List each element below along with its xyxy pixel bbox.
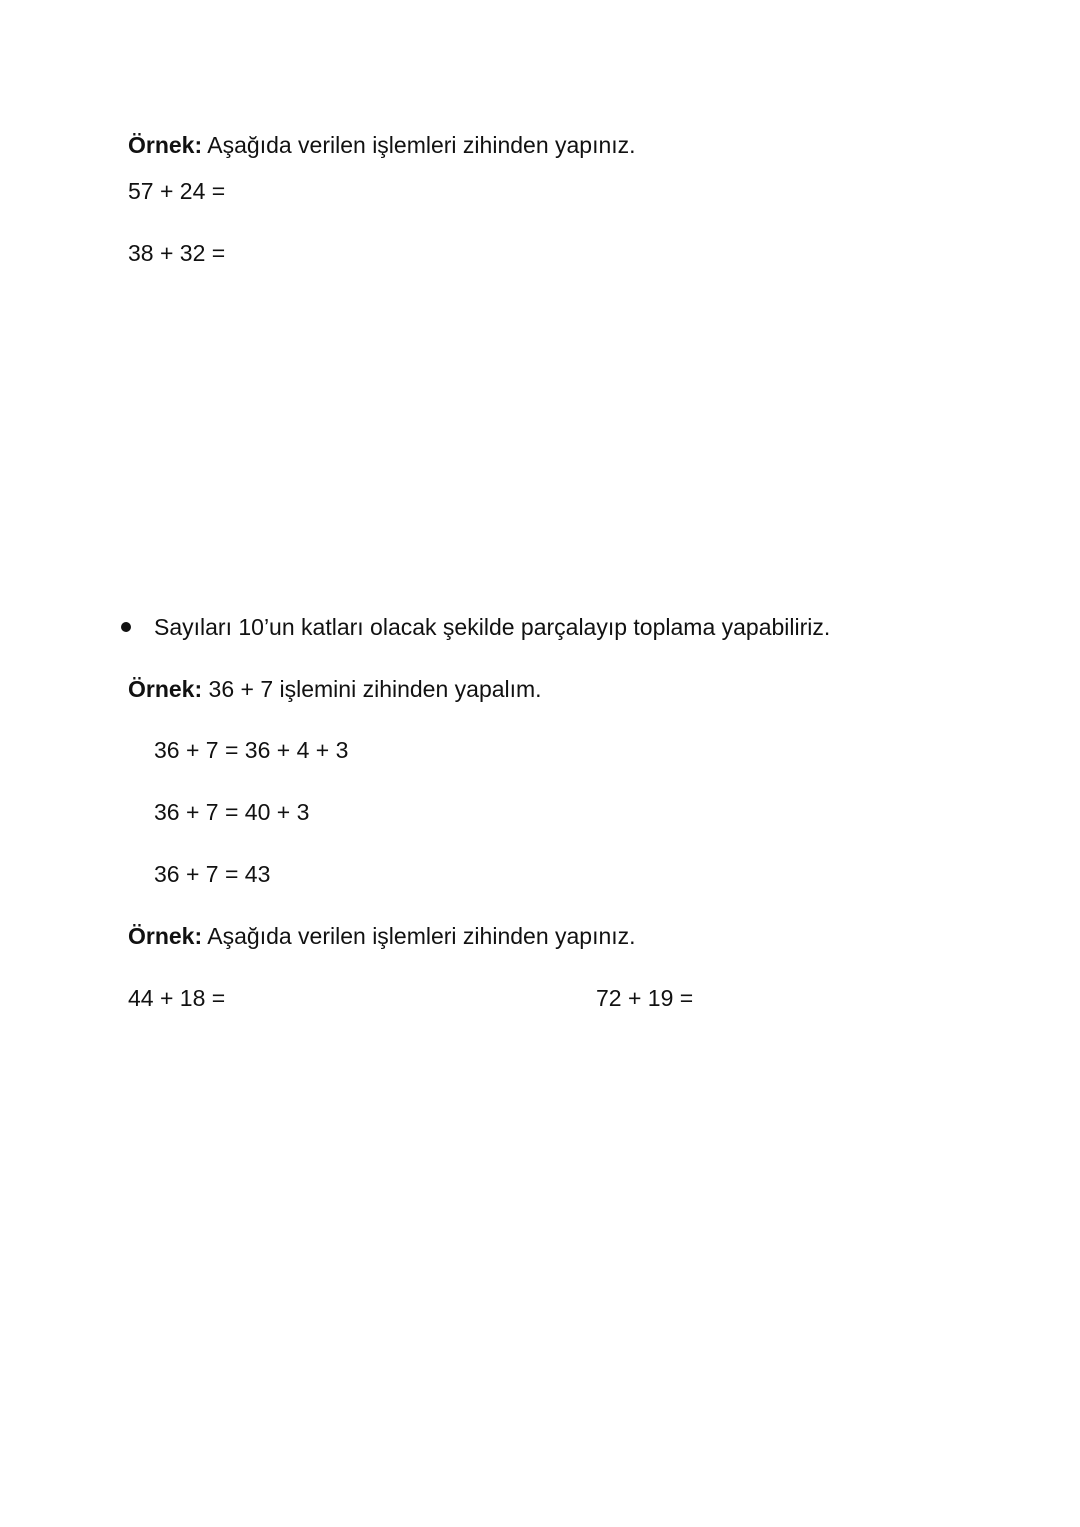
solution-step-1: 36 + 7 = 36 + 4 + 3 (154, 737, 349, 763)
problem-1: 57 + 24 = (128, 178, 226, 204)
solution-step-3: 36 + 7 = 43 (154, 861, 271, 887)
example-heading-3 (128, 921, 636, 951)
solution-step-2: 36 + 7 = 40 + 3 (154, 799, 310, 825)
example-heading-2 (128, 674, 542, 704)
example-instruction: Aşağıda verilen işlemleri zihinden yapınız. (207, 132, 636, 158)
exercise-2: 72 + 19 = (596, 985, 694, 1011)
example-heading-1 (128, 130, 636, 160)
example-label: Örnek: (128, 923, 203, 949)
example-instruction: Aşağıda verilen işlemleri zihinden yapınız. (207, 923, 636, 949)
problem-2: 38 + 32 = (128, 240, 226, 266)
bullet-text: Sayıları 10’un katları olacak şekilde parçalayıp toplama yapabiliriz. (154, 614, 831, 640)
example-instruction: 36 + 7 işlemini zihinden yapalım. (208, 676, 542, 702)
bullet-icon (121, 622, 131, 632)
example-label: Örnek: (128, 676, 203, 702)
exercise-1: 44 + 18 = (128, 985, 226, 1011)
example-label: Örnek: (128, 132, 203, 158)
